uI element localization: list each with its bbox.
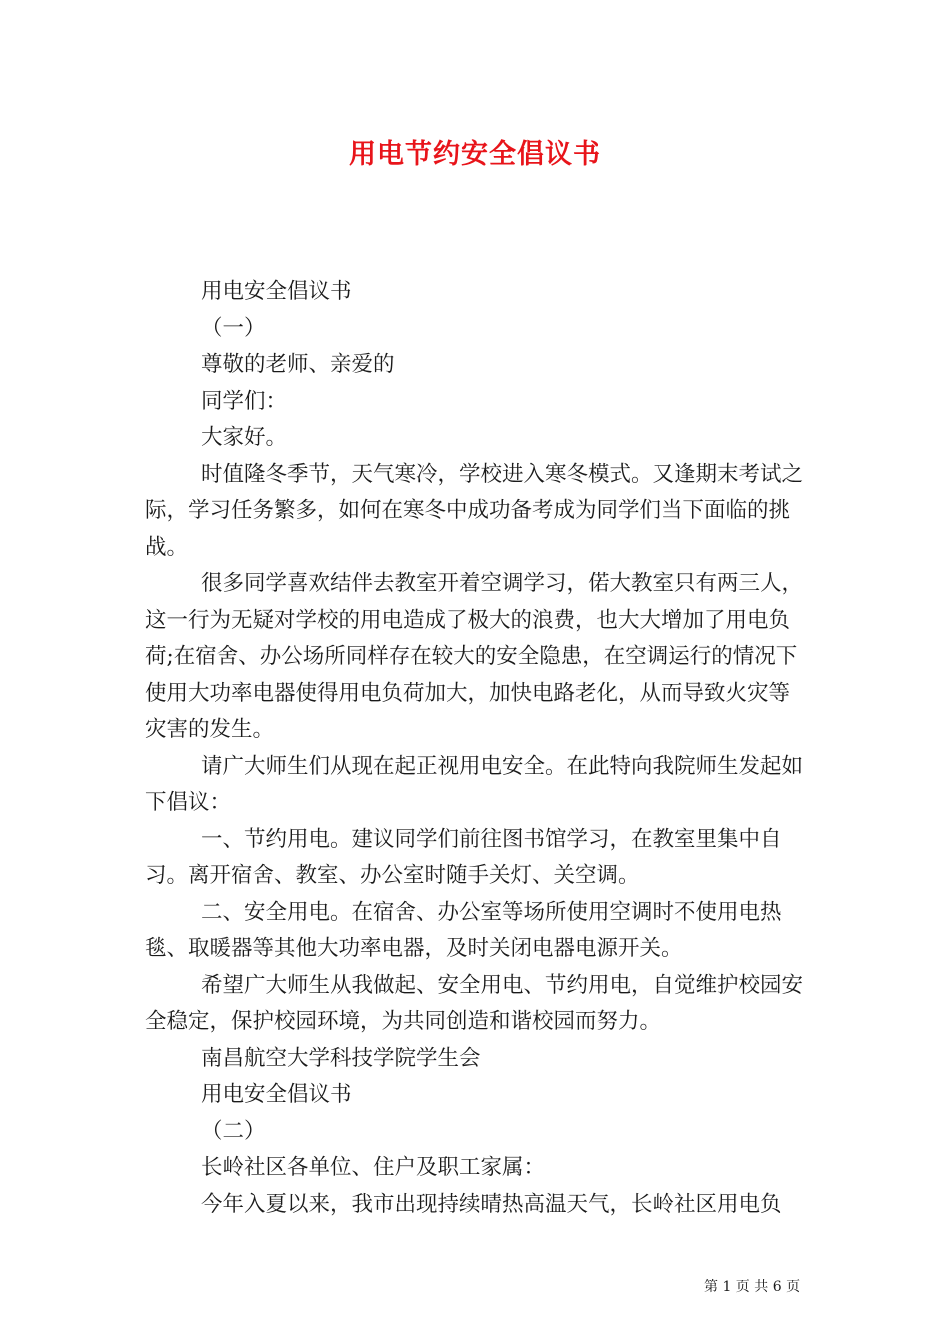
document-title: 用电节约安全倡议书 <box>349 139 601 170</box>
signature: 南昌航空大学科技学院学生会 <box>201 1045 481 1071</box>
heading-line: 用电安全倡议书 <box>201 1082 352 1107</box>
page-number-footer: 第 1 页 共 6 页 <box>704 1279 801 1295</box>
salutation-line-1: 尊敬的老师、亲爱的 <box>201 352 395 377</box>
paragraph: 请广大师生们从现在起正视用电安全。在此特向我院师生发起如下倡议： <box>145 753 804 815</box>
document-body <box>145 274 810 1223</box>
salutation-line-2: 同学们： <box>201 388 288 414</box>
salutation-line: 长岭社区各单位、住户及职工家属： <box>201 1155 546 1180</box>
paragraph: 二、安全用电。在宿舍、办公室等场所使用空调时不使用电热毯、取暖器等其他大功率电器，及时关闭电器电源开关。 <box>145 899 782 961</box>
paragraph: 今年入夏以来，我市出现持续晴热高温天气，长岭社区用电负 <box>201 1191 782 1217</box>
paragraph: 很多同学喜欢结伴去教室开着空调学习，偌大教室只有两三人，这一行为无疑对学校的用电造成了极大的浪费，也大大增加了用电负荷;在宿舍、办公场所同样存在较大的安全隐患，在空调运行的情况下使用大功率电器使得用电负荷加大，加快电路老化，从而导致火灾等灾害的发生。 <box>145 571 804 742</box>
paragraph: 一、节约用电。建议同学们前往图书馆学习，在教室里集中自习。离开宿舍、教室、办公室时随手关灯、关空调。 <box>145 826 782 888</box>
heading-line: 用电安全倡议书 <box>201 279 352 304</box>
section-number: （二） <box>201 1118 266 1144</box>
greeting: 大家好。 <box>201 425 288 450</box>
section-number: （一） <box>201 315 266 341</box>
paragraph: 希望广大师生从我做起、安全用电、节约用电，自觉维护校园安全稳定，保护校园环境，为共同创造和谐校园而努力。 <box>145 972 804 1034</box>
paragraph: 时值隆冬季节，天气寒冷，学校进入寒冬模式。又逢期末考试之际，学习任务繁多，如何在寒冬中成功备考成为同学们当下面临的挑战。 <box>145 461 804 560</box>
